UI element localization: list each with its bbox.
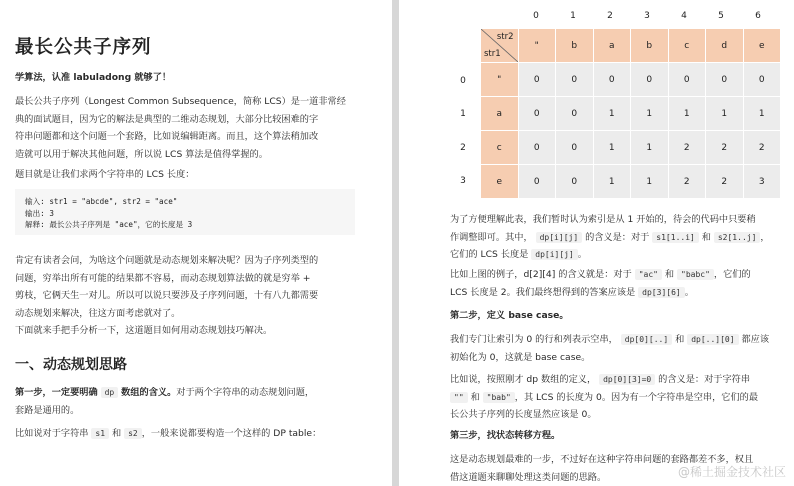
header-cell: d	[706, 29, 744, 63]
text-line: 造就可以用于解决其他问题，所以说 LCS 算法是值得掌握的。	[15, 148, 268, 160]
inline-code: s2[1..j]	[714, 232, 761, 243]
table-cell: 1	[631, 165, 669, 199]
text-span: 的含义是：对于	[585, 231, 650, 243]
text-span: ，其 LCS 的长度为 0。因为有一个字符串是空串，它们的最	[514, 391, 759, 403]
text-span: 对于两个字符串的动态规划问题，	[176, 387, 315, 398]
table-cell: 0	[706, 63, 744, 97]
row-label-cell: e	[481, 165, 519, 199]
example-paragraph	[450, 266, 785, 301]
header-cell: "	[518, 29, 556, 63]
table-cell: 2	[668, 131, 706, 165]
base-case-example-paragraph	[450, 371, 785, 424]
inline-code: s1[1..i]	[652, 232, 699, 243]
why-dp-paragraph	[15, 252, 355, 322]
table-row	[481, 97, 781, 131]
text-line: 典的面试题目，因为它的解法是典型的二维动态规划，大部分比较困难的字	[15, 113, 319, 125]
table-cell: 0	[518, 131, 556, 165]
table-cell: 0	[743, 63, 781, 97]
page-title: 最长公共子序列	[15, 37, 152, 58]
code-line: 输出: 3	[25, 208, 54, 218]
text-line: 这是动态规划最难的一步，不过好在这种字符串问题的套路都差不多，权且	[450, 454, 754, 465]
step3-heading: 第三步，找状态转移方程。	[450, 430, 561, 441]
corner-str2-label: str2	[496, 32, 514, 42]
row-index: 0	[460, 76, 466, 86]
table-cell: 0	[518, 165, 556, 199]
table-cell: 1	[593, 165, 631, 199]
table-cell: 2	[743, 131, 781, 165]
text-span: 和	[664, 269, 675, 280]
text-line: 符串问题都和这个问题一个套路，比如说编辑距离。而且，这个算法稍加改	[15, 131, 319, 142]
table-cell: 0	[518, 63, 556, 97]
text-span: 比如说，按照刚才 dp 数组的定义，	[450, 374, 597, 385]
header-cell: e	[743, 29, 781, 63]
text-line: 问题，穷举出所有可能的结果都不容易，而动态规划算法做的就是穷举 +	[15, 272, 311, 284]
text-span: ，一般来说都要构造一个这样的 DP table：	[141, 428, 322, 439]
table-cell: 0	[556, 131, 594, 165]
table-row	[481, 165, 781, 199]
text-span: 的含义是：对于字符串	[658, 374, 751, 385]
code-line: 输入: str1 = "abcde", str2 = "ace"	[25, 197, 178, 206]
col-index: 2	[607, 11, 613, 21]
col-index: 6	[755, 11, 761, 21]
inline-code: dp[3][6]	[638, 287, 685, 298]
table-cell: 1	[593, 97, 631, 131]
intro-paragraph	[15, 93, 355, 163]
text-span: 和	[675, 334, 685, 345]
table-cell: 0	[556, 63, 594, 97]
table-cell: 0	[631, 63, 669, 97]
text-line: 套路是通用的。	[15, 404, 80, 416]
inline-code: s2	[124, 428, 142, 439]
text-line: 动态规划来解决，往这方面考虑就对了。	[15, 307, 181, 319]
table-cell: 1	[668, 97, 706, 131]
text-line: 借这道题来聊聊处理这类问题的思路。	[450, 471, 607, 483]
inline-code: dp[..][0]	[687, 334, 738, 345]
intro-tagline: 学算法，认准 labuladong 就够了！	[15, 72, 172, 83]
table-row	[481, 63, 781, 97]
table-header-row	[481, 29, 781, 63]
text-span: 都应该	[741, 334, 770, 345]
table-cell: 1	[743, 97, 781, 131]
row-index: 2	[460, 143, 466, 153]
inline-code: ""	[450, 392, 468, 403]
base-case-paragraph	[450, 331, 785, 366]
inline-code: dp	[101, 387, 119, 398]
row-label-cell: "	[481, 63, 519, 97]
index-explanation-paragraph	[450, 211, 785, 264]
table-cell: 0	[556, 97, 594, 131]
text-span: 作调整即可。其中，	[450, 231, 533, 243]
text-span: 比如上图的例子，d[2][4] 的含义就是：对于	[450, 269, 632, 280]
table-cell: 2	[706, 165, 744, 199]
code-line: 解释: 最长公共子序列是 "ace"，它的长度是 3	[25, 220, 193, 229]
table-cell: 0	[556, 165, 594, 199]
table-cell: 0	[518, 97, 556, 131]
table-cell: 1	[631, 97, 669, 131]
header-cell: c	[668, 29, 706, 63]
inline-code: s1	[91, 428, 109, 439]
text-span: 。	[684, 286, 694, 298]
row-label-cell: a	[481, 97, 519, 131]
col-index: 4	[681, 11, 687, 21]
row-label-cell: c	[481, 131, 519, 165]
text-span: LCS 长度是 2。我们最终想得到的答案应该是	[450, 286, 636, 298]
col-index: 5	[718, 11, 724, 21]
table-intro-paragraph	[15, 425, 355, 443]
question-paragraph: 题目就是让我们求两个字符串的 LCS 长度：	[15, 169, 195, 180]
left-page	[0, 0, 392, 486]
text-line: 为了方便理解此表，我们暂时认为索引是从 1 开始的，待会的代码中只要稍	[450, 214, 756, 225]
table-cell: 1	[631, 131, 669, 165]
inline-code: "bab"	[483, 392, 515, 403]
table-cell: 1	[706, 97, 744, 131]
text-span: 我们专门让索引为 0 的行和列表示空串，	[450, 334, 618, 345]
text-line: 剪枝，它俩天生一对儿。所以可以说只要涉及子序列问题，十有八九都需要	[15, 290, 319, 301]
header-cell: b	[631, 29, 669, 63]
section-heading: 一、动态规划思路	[15, 357, 127, 373]
inline-code: dp[i][j]	[536, 232, 583, 243]
text-span: 和	[470, 391, 480, 403]
text-line: 肯定有读者会问，为啥这个问题就是动态规划来解决呢？因为子序列类型的	[15, 255, 319, 266]
text-span: 它们的 LCS 长度是	[450, 249, 529, 260]
text-span: 和	[701, 231, 711, 243]
text-line: 最长公共子序列（Longest Common Subsequence，简称 LCS）是一道非常经	[15, 96, 346, 107]
row-index: 3	[460, 176, 466, 186]
corner-str1-label: str1	[484, 49, 501, 59]
text-span: 比如说对于字符串	[15, 428, 89, 439]
table-row	[481, 131, 781, 165]
table-cell: 2	[668, 165, 706, 199]
inline-code: dp[0][3]=0	[599, 374, 655, 385]
row-index: 1	[460, 109, 466, 119]
table-cell: 0	[593, 63, 631, 97]
table-cell: 1	[593, 131, 631, 165]
table-corner-cell	[481, 29, 519, 63]
step1-label: 第一步，一定要明确	[15, 387, 98, 398]
text-span: ，	[760, 231, 770, 243]
inline-code: "ac"	[635, 269, 662, 280]
text-line: 初始化为 0，这就是 base case。	[450, 351, 591, 363]
text-span: 。	[577, 249, 587, 260]
col-index: 1	[570, 11, 576, 21]
table-cell: 3	[743, 165, 781, 199]
header-cell: a	[593, 29, 631, 63]
example-code-block	[15, 189, 355, 235]
col-index: 0	[533, 11, 539, 21]
text-line: 长公共子序列的长度显然应该是 0。	[450, 409, 597, 420]
dp-table	[480, 28, 781, 199]
table-cell: 2	[706, 131, 744, 165]
inline-code: "babc"	[677, 269, 714, 280]
inline-code: dp[i][j]	[531, 249, 578, 260]
col-index: 3	[644, 11, 650, 21]
watermark: @稀土掘金技术社区	[677, 465, 786, 479]
step1-paragraph	[15, 384, 355, 419]
table-cell: 0	[668, 63, 706, 97]
text-span: ，它们的	[713, 269, 751, 280]
text-span: 和	[111, 428, 122, 439]
step1-label-end: 数组的含义。	[121, 387, 177, 398]
header-cell: b	[556, 29, 594, 63]
analysis-intro: 下面就来手把手分析一下，这道题目如何用动态规划技巧解决。	[15, 325, 273, 336]
inline-code: dp[0][..]	[621, 334, 672, 345]
step2-heading: 第二步，定义 base case。	[450, 310, 569, 321]
